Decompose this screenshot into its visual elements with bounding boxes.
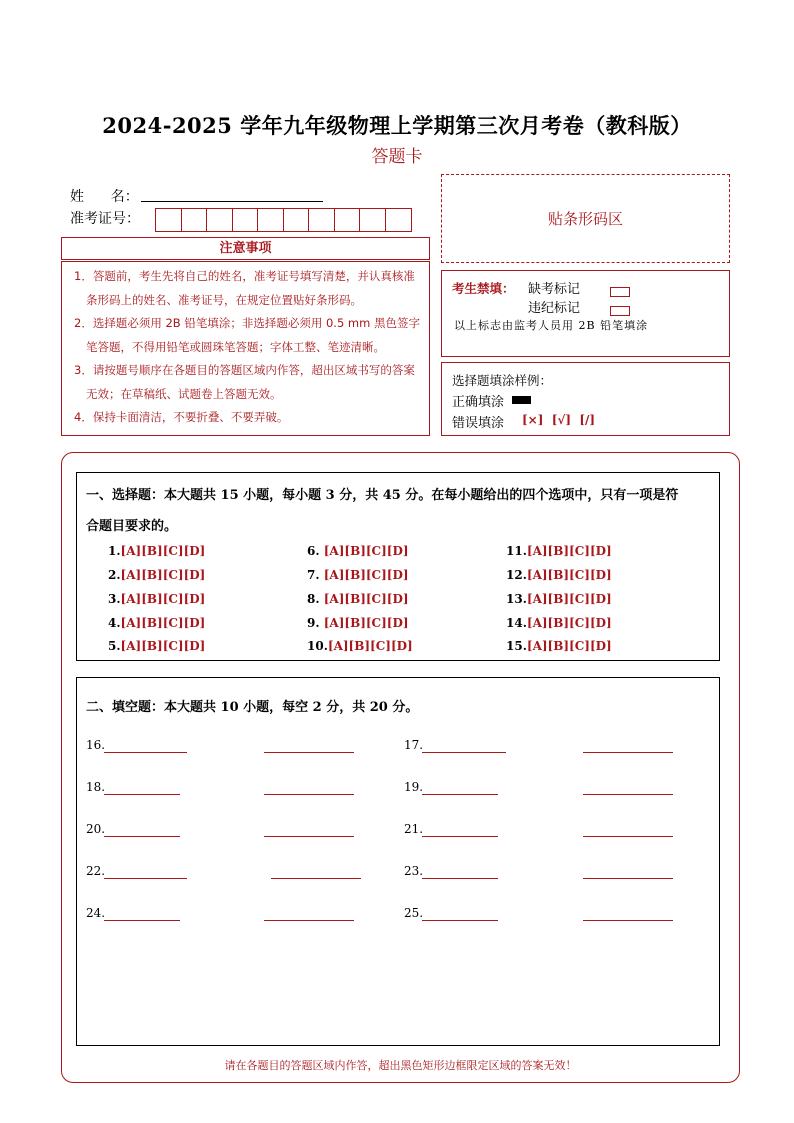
answer-blank[interactable] [104,877,187,879]
name-label: 姓 名： [70,189,139,205]
blank-number: 23. [404,864,424,878]
violation-label: 违纪标记 [528,301,581,316]
choice-question[interactable]: 15.[A][B][C][D] [506,639,612,653]
barcode-label: 贴条形码区 [547,210,623,228]
id-digit-box[interactable] [335,209,361,231]
fill-blank-heading: 二、填空题：本大题共 10 小题，每空 2 分，共 20 分。 [86,700,419,715]
answer-blank[interactable] [422,835,498,837]
fill-blank-section [76,677,720,1046]
id-digit-box[interactable] [182,209,208,231]
answer-blank[interactable] [264,793,354,795]
choice-question[interactable]: 14.[A][B][C][D] [506,616,612,630]
wrong-fill-samples: [×] [√] [/] [522,413,596,427]
choice-question[interactable]: 3.[A][B][C][D] [108,592,206,606]
answer-blank[interactable] [104,919,180,921]
choice-section-heading-cont: 合题目要求的。 [86,519,178,534]
footer-warning: 请在各题目的答题区域内作答，超出黑色矩形边框限定区域的答案无效！ [224,1059,577,1072]
id-digit-box[interactable] [284,209,310,231]
blank-number: 22. [86,864,106,878]
id-digit-box[interactable] [233,209,259,231]
answer-blank[interactable] [264,751,354,753]
notice-item: 1．答题前，考生先将自己的姓名，准考证号填写清楚，并认真核准条形码上的姓名、准考证号，在规定位置贴好条形码。 [74,269,415,307]
choice-question[interactable]: 5.[A][B][C][D] [108,639,206,653]
blank-number: 16. [86,738,106,752]
exam-status-note: 以上标志由监考人员用 2B 铅笔填涂 [454,319,649,332]
blank-number: 24. [86,906,106,920]
choice-question[interactable]: 13.[A][B][C][D] [506,592,612,606]
choice-question[interactable]: 1.[A][B][C][D] [108,544,206,558]
exam-status-box [441,270,730,357]
answer-blank[interactable] [104,793,180,795]
id-digit-box[interactable] [258,209,284,231]
choice-section-heading: 一、选择题：本大题共 15 小题，每小题 3 分，共 45 分。在每小题给出的四个选项中，只有一项是符 [86,488,679,503]
correct-fill-sample [512,396,531,404]
choice-question[interactable]: 2.[A][B][C][D] [108,568,206,582]
answer-blank[interactable] [422,877,498,879]
notice-item: 4．保持卡面清洁，不要折叠、不要弄破。 [74,410,289,424]
answer-blank[interactable] [583,877,673,879]
id-digit-box[interactable] [360,209,386,231]
choice-question[interactable]: 10.[A][B][C][D] [307,639,413,653]
blank-number: 21. [404,822,424,836]
absent-label: 缺考标记 [528,282,581,297]
absent-mark-box[interactable] [610,287,630,297]
answer-blank[interactable] [422,793,498,795]
notice-box [61,261,430,436]
id-label: 准考证号： [70,211,140,227]
choice-question[interactable]: 6. [A][B][C][D] [307,544,409,558]
answer-blank[interactable] [104,751,187,753]
wrong-fill-label: 错误填涂 [452,416,505,431]
answer-blank[interactable] [422,919,498,921]
id-digit-box[interactable] [207,209,233,231]
blank-number: 19. [404,780,424,794]
name-field[interactable] [141,200,323,202]
answer-blank[interactable] [104,835,180,837]
answer-blank[interactable] [583,919,673,921]
fill-sample-label: 选择题填涂样例： [452,373,553,388]
violation-mark-box[interactable] [610,306,630,316]
choice-question[interactable]: 8. [A][B][C][D] [307,592,409,606]
id-digit-box[interactable] [309,209,335,231]
page-subtitle: 答题卡 [371,147,423,167]
blank-number: 18. [86,780,106,794]
fill-sample-box [441,362,730,436]
id-digit-box[interactable] [156,209,182,231]
choice-question[interactable]: 12.[A][B][C][D] [506,568,612,582]
answer-blank[interactable] [422,751,506,753]
choice-question[interactable]: 9. [A][B][C][D] [307,616,409,630]
choice-question[interactable]: 11.[A][B][C][D] [506,544,612,558]
exam-id-boxes[interactable] [155,208,412,232]
answer-blank[interactable] [583,751,673,753]
answer-blank[interactable] [583,793,673,795]
blank-number: 25. [404,906,424,920]
id-digit-box[interactable] [386,209,412,231]
choice-question[interactable]: 4.[A][B][C][D] [108,616,206,630]
blank-number: 20. [86,822,106,836]
blank-number: 17. [404,738,424,752]
correct-fill-label: 正确填涂 [452,395,505,410]
page-title: 2024-2025 学年九年级物理上学期第三次月考卷（教科版） [102,113,692,138]
choice-question[interactable]: 7. [A][B][C][D] [307,568,409,582]
notice-item: 2．选择题必须用 2B 铅笔填涂；非选择题必须用 0.5 mm 黑色签字笔答题，不得用铅笔或圆珠笔答题；字体工整、笔迹清晰。 [74,316,420,354]
choice-section [76,472,720,661]
answer-blank[interactable] [264,919,354,921]
answer-blank[interactable] [264,835,354,837]
exam-status-label: 考生禁填： [452,281,515,296]
answer-blank[interactable] [271,877,361,879]
notice-heading: 注意事项 [61,237,430,260]
notice-item: 3．请按题号顺序在各题目的答题区域内作答，超出区域书写的答案无效；在草稿纸、试题卷上答题无效。 [74,363,415,401]
answer-blank[interactable] [583,835,673,837]
barcode-area [441,174,730,263]
